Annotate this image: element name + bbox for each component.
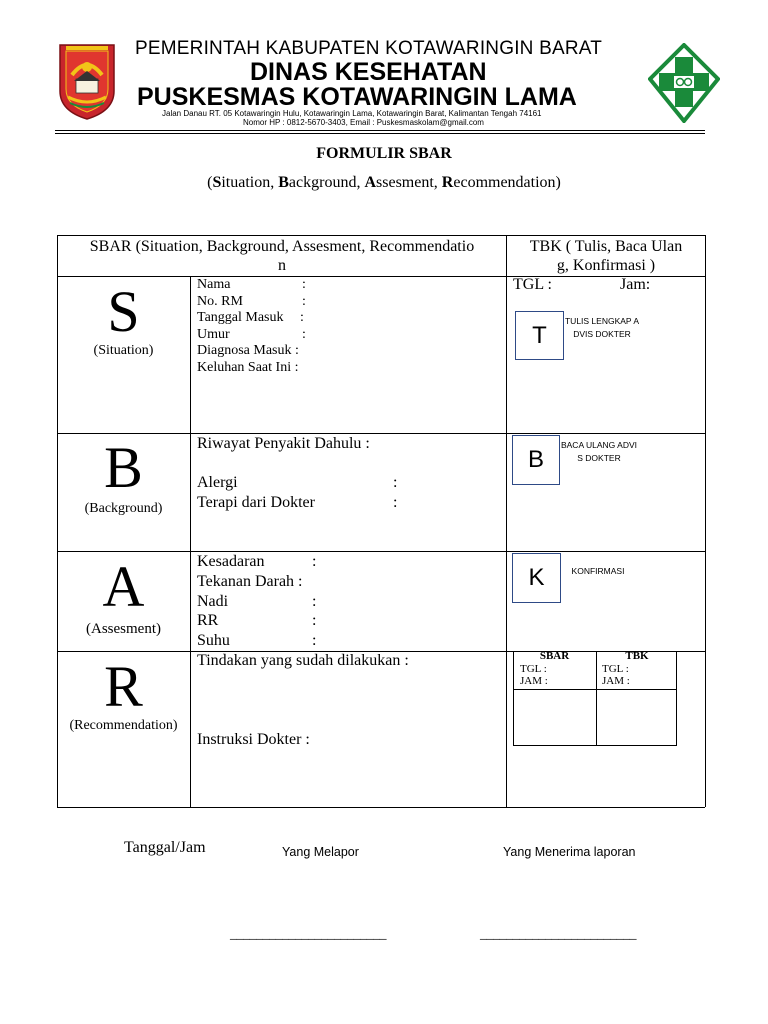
verification-tbk-head: TBK	[625, 650, 649, 662]
situation-label: (Situation)	[93, 343, 154, 358]
tulis-note: TULIS LENGKAP A DVIS DOKTER	[564, 316, 639, 339]
yang-menerima-label: Yang Menerima laporan	[503, 845, 636, 859]
field-tindakan: Tindakan yang sudah dilakukan :	[197, 652, 409, 669]
health-cross-logo	[648, 43, 720, 123]
header-divider-thin	[55, 133, 705, 134]
header-divider	[55, 130, 705, 131]
header-address: Jalan Danau RT. 05 Kotawaringin Hulu, Kotawaringin Lama, Kotawaringin Barat, Kalimantan Tengah 74161	[162, 109, 542, 118]
field-terapi-dokter: Terapi dari Dokter :	[197, 494, 398, 511]
yang-melapor-label: Yang Melapor	[282, 845, 359, 859]
field-alergi: Alergi :	[197, 474, 398, 491]
header-government-line: PEMERINTAH KABUPATEN KOTAWARINGIN BARAT	[135, 38, 603, 59]
field-umur: Umur :	[197, 326, 306, 342]
field-suhu: Suhu :	[197, 632, 317, 650]
field-diagnosa-masuk: Diagnosa Masuk :	[197, 343, 299, 358]
verification-tbk-tgl: TGL :	[602, 663, 629, 675]
field-tanggal-masuk: Tanggal Masuk :	[197, 310, 304, 325]
table-header-tbk: TBK ( Tulis, Baca Ulan g, Konfirmasi )	[529, 238, 683, 274]
assesment-letter: A	[102, 554, 145, 619]
verification-sbar-head: SBAR	[539, 650, 570, 662]
header-contact: Nomor HP : 0812-5670-3403, Email : Puskesmaskolam@gmail.com	[243, 118, 484, 127]
tanggal-jam-label: Tanggal/Jam	[124, 839, 206, 856]
field-no-rm: No. RM :	[197, 293, 306, 309]
verification-tbk-jam: JAM :	[602, 675, 630, 687]
form-title: FORMULIR SBAR	[316, 145, 452, 162]
field-keluhan: Keluhan Saat Ini :	[197, 359, 299, 375]
field-nama: Nama :	[197, 277, 306, 292]
letterhead	[0, 0, 768, 135]
tbk-tgl: TGL :	[513, 276, 552, 293]
background-letter: B	[104, 435, 143, 500]
verification-table	[513, 651, 677, 746]
table-header-sbar: SBAR (Situation, Background, Assesment, Recommendatio n	[89, 238, 475, 274]
field-nadi: Nadi :	[197, 592, 317, 610]
konfirmasi-note: KONFIRMASI	[571, 566, 625, 576]
field-instruksi-dokter: Instruksi Dokter :	[197, 731, 310, 748]
field-kesadaran: Kesadaran :	[197, 553, 317, 570]
regency-crest-logo	[54, 41, 120, 121]
baca-ulang-note: BACA ULANG ADVI S DOKTER	[560, 440, 638, 463]
signature-line-menerima: ________________________	[480, 927, 636, 942]
situation-letter: S	[107, 279, 140, 344]
konfirmasi-box: K	[512, 553, 561, 603]
signature-line-melapor: ________________________	[230, 927, 386, 942]
recommendation-label: (Recommendation)	[69, 718, 178, 733]
background-label: (Background)	[84, 501, 163, 516]
header-puskesmas-line: PUSKESMAS KOTAWARINGIN LAMA	[137, 83, 577, 111]
situation-fields	[197, 277, 497, 376]
field-tekanan-darah: Tekanan Darah :	[197, 572, 303, 590]
header-agency-line: DINAS KESEHATAN	[250, 58, 487, 86]
field-rr: RR :	[197, 612, 317, 630]
verification-sbar-jam: JAM :	[520, 675, 548, 687]
tbk-jam: Jam:	[620, 276, 651, 293]
field-riwayat-penyakit: Riwayat Penyakit Dahulu :	[197, 435, 370, 452]
tulis-box: T	[515, 311, 564, 360]
assesment-label: (Assesment)	[86, 621, 161, 637]
assesment-fields	[197, 552, 497, 651]
recommendation-letter: R	[104, 654, 143, 719]
verification-sbar-tgl: TGL :	[520, 663, 547, 675]
baca-ulang-box: B	[512, 435, 560, 485]
form-subtitle: (Situation, Background, Assesment, Recommendation)	[207, 174, 561, 191]
